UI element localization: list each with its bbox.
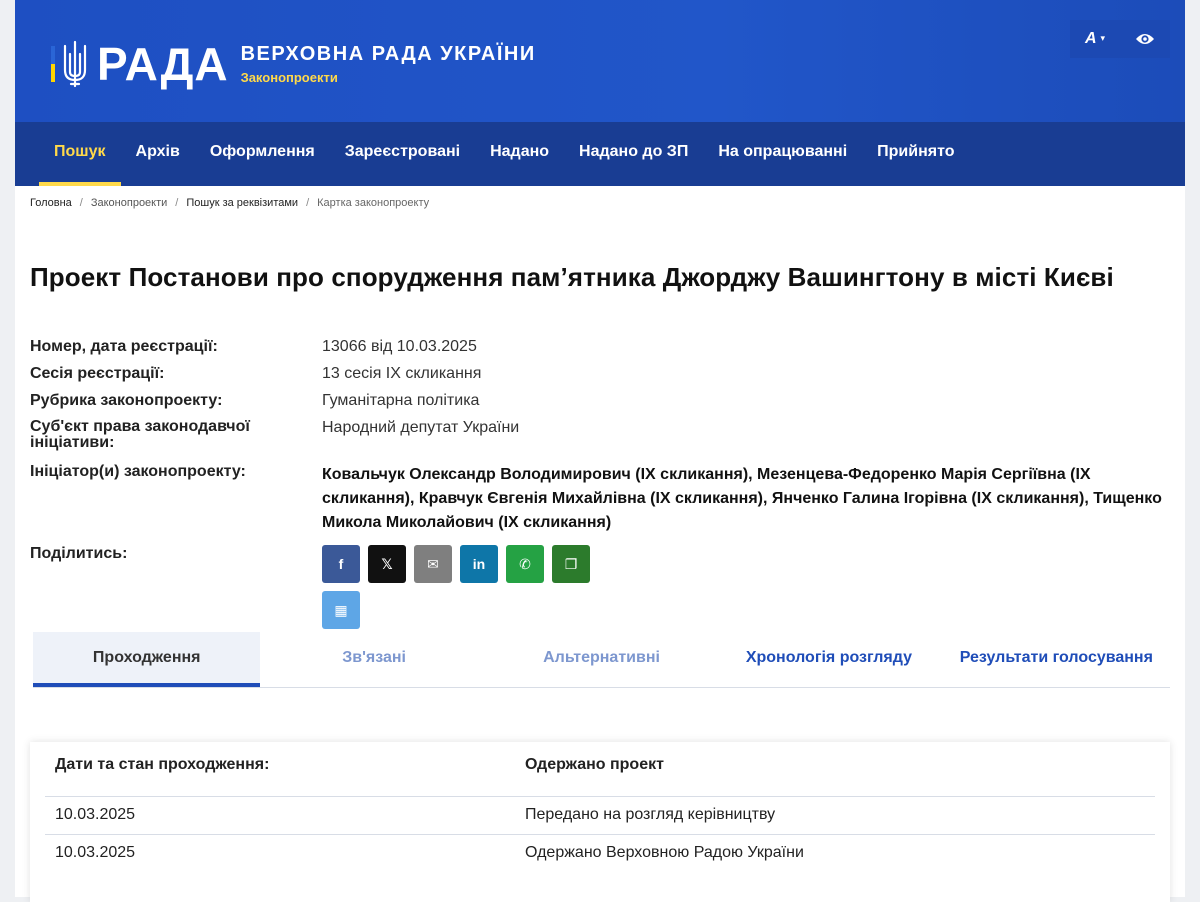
- font-size-dropdown[interactable]: [1085, 30, 1105, 48]
- x-share-button[interactable]: [368, 545, 406, 583]
- passage-header: [30, 742, 1170, 796]
- breadcrumb-search[interactable]: Пошук за реквізитами: [186, 197, 299, 209]
- copy-share-button[interactable]: [552, 545, 590, 583]
- nav-item-registered[interactable]: Зареєстровані: [344, 143, 461, 160]
- x-icon: 𝕏: [381, 555, 393, 572]
- facebook-share-button[interactable]: [322, 545, 360, 583]
- main-nav: [15, 122, 1185, 186]
- row-date: 10.03.2025: [55, 844, 136, 861]
- site-title: ВЕРХОВНА РАДА УКРАЇНИ: [240, 43, 536, 65]
- nav-item-search[interactable]: Пошук: [39, 122, 121, 186]
- tab-passage[interactable]: Проходження: [33, 632, 260, 687]
- rubric-label: Рубрика законопроекту:: [30, 392, 223, 409]
- info-row-share: [30, 545, 1165, 629]
- info-row-registration: [30, 338, 1165, 365]
- received-header: Одержано проект: [525, 756, 664, 773]
- page-title: Проект Постанови про спорудження пам’ятника Джорджу Вашингтону в місті Києві: [30, 262, 1114, 292]
- initiators-value: Ковальчук Олександр Володимирович (IX скликання), Мезенцева-Федоренко Марія Сергіївна (IX скликання), Кравчук Євгенія Михайлівна (IX скликання), Янченко Галина Ігорівна (IX скликання), Тищенко Микола Миколайович (IX скликання): [322, 466, 1162, 531]
- breadcrumb: [30, 197, 429, 209]
- nav-item-adopted[interactable]: Прийнято: [877, 143, 955, 160]
- table-row: [45, 796, 1155, 834]
- site-header: [15, 0, 1185, 122]
- nav-item-submitted[interactable]: Надано: [490, 143, 550, 160]
- row-status: Передано на розгляд керівництву: [525, 806, 776, 823]
- chevron-down-icon: ▾: [1100, 33, 1106, 44]
- eye-icon[interactable]: [1135, 32, 1155, 46]
- flag-bar: [51, 46, 55, 82]
- breadcrumb-home[interactable]: Головна: [30, 197, 72, 209]
- nav-item-submitted-zp[interactable]: Надано до ЗП: [579, 143, 689, 160]
- facebook-icon: f: [338, 556, 344, 572]
- breadcrumb-bills[interactable]: Законопроекти: [90, 197, 168, 209]
- breadcrumb-separator: /: [175, 197, 179, 209]
- whatsapp-icon: ✆: [519, 555, 531, 572]
- session-value: 13 сесія IX скликання: [322, 365, 482, 382]
- breadcrumb-separator: /: [306, 197, 310, 209]
- passage-card: [30, 742, 1170, 902]
- font-size-label: A: [1084, 30, 1097, 47]
- whatsapp-share-button[interactable]: [506, 545, 544, 583]
- email-icon: ✉: [427, 555, 439, 572]
- tab-alternative[interactable]: Альтернативні: [543, 649, 660, 666]
- site-logo[interactable]: [51, 40, 536, 88]
- logo-word: РАДА: [97, 38, 229, 90]
- nav-item-drafting[interactable]: Оформлення: [209, 143, 315, 160]
- info-row-subject: [30, 419, 1165, 463]
- trident-icon: [61, 40, 89, 88]
- share-label: Поділитись:: [30, 545, 128, 562]
- qr-code-share-button[interactable]: [322, 591, 360, 629]
- info-row-initiators: [30, 463, 1165, 535]
- table-row: [45, 834, 1155, 872]
- logo-subtitle: [241, 43, 536, 85]
- subject-label: Суб'єкт права законодавчої ініціативи:: [30, 418, 250, 451]
- linkedin-icon: in: [472, 556, 486, 572]
- info-row-rubric: [30, 392, 1165, 419]
- tab-voting-results[interactable]: Результати голосування: [959, 649, 1153, 666]
- nav-item-in-processing[interactable]: На опрацюванні: [718, 143, 848, 160]
- session-label: Сесія реєстрації:: [30, 365, 165, 382]
- page: [15, 0, 1185, 897]
- initiators-label: Ініціатор(и) законопроекту:: [30, 463, 246, 480]
- row-status: Одержано Верховною Радою України: [525, 844, 804, 861]
- breadcrumb-current: Картка законопроекту: [317, 197, 430, 209]
- breadcrumb-separator: /: [79, 197, 83, 209]
- subject-value: Народний депутат України: [322, 419, 520, 436]
- bill-tabs: [33, 632, 1170, 688]
- email-share-button[interactable]: [414, 545, 452, 583]
- registration-label: Номер, дата реєстрації:: [30, 338, 218, 355]
- share-buttons: [322, 545, 602, 629]
- header-tools: [1070, 20, 1170, 58]
- rubric-value: Гуманітарна політика: [322, 392, 480, 409]
- registration-value: 13066 від 10.03.2025: [322, 338, 477, 355]
- tab-chronology[interactable]: Хронологія розгляду: [745, 649, 913, 666]
- row-date: 10.03.2025: [55, 806, 136, 823]
- dates-status-header: Дати та стан проходження:: [55, 756, 270, 773]
- nav-item-archive[interactable]: Архів: [135, 143, 180, 160]
- bill-info: [30, 338, 1165, 629]
- site-subtitle: Законопроекти: [240, 70, 338, 85]
- linkedin-share-button[interactable]: [460, 545, 498, 583]
- info-row-session: [30, 365, 1165, 392]
- copy-icon: ❐: [564, 555, 578, 572]
- qr-code-icon: ▦: [334, 601, 348, 618]
- tab-related[interactable]: Зв'язані: [342, 649, 406, 666]
